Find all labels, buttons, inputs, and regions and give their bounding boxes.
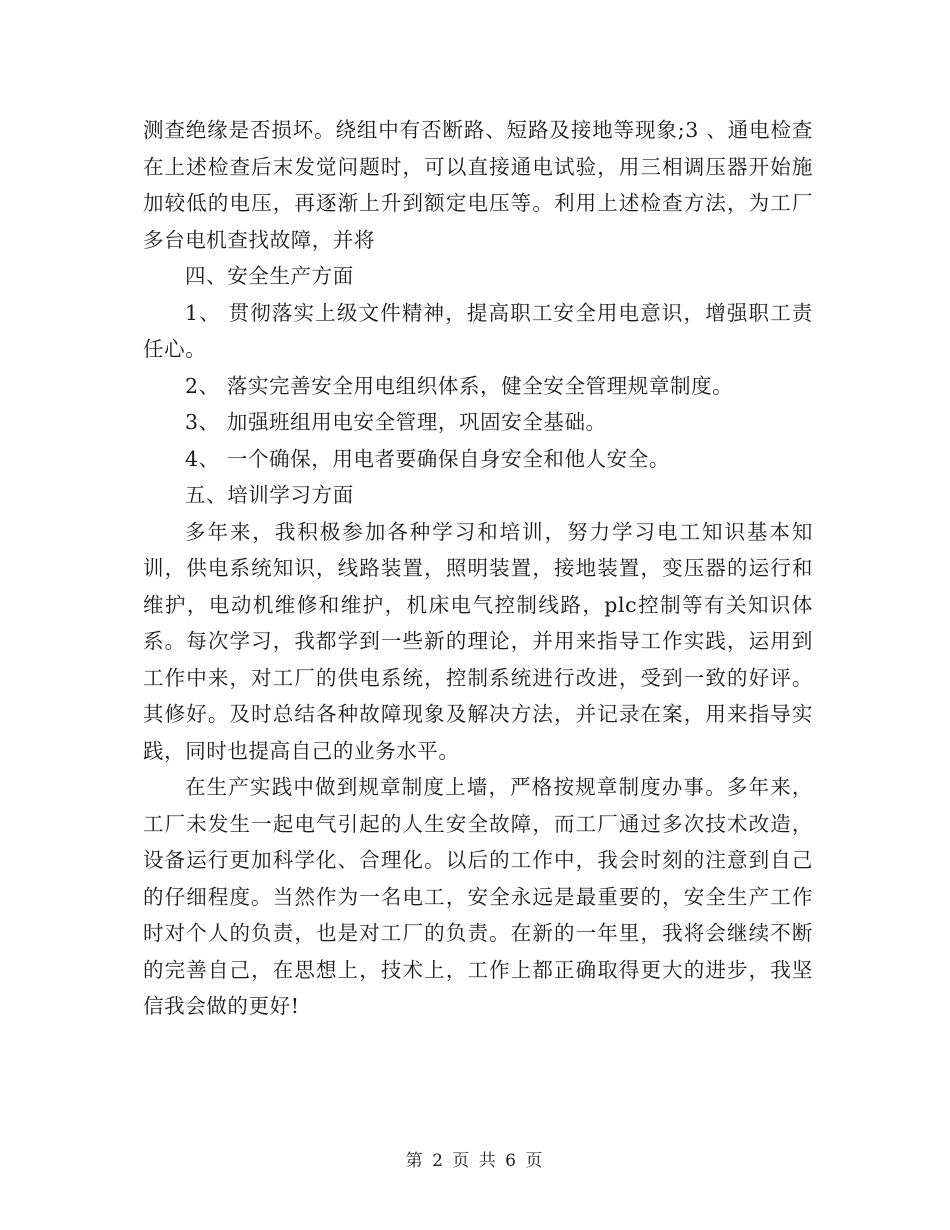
list-item-2: 2、 落实完善安全用电组织体系，健全安全管理规章制度。 — [185, 373, 734, 398]
document-body — [143, 112, 813, 1025]
section-heading-training: 五、培训学习方面 — [185, 483, 354, 507]
paragraph-conclusion: 在生产实践中做到规章制度上墙，严格按规章制度办事。多年来，工厂未发生一起电气引起的人生安全故障，而工厂通过多次技术改造，设备运行更加科学化、合理化。以后的工作中，我会时刻的注意到自己的仔细程度。当然作为一名电工，安全永远是最重要的，安全生产工作时对个人的负责，也是对工厂的负责。在新的一年里，我将会继续不断的完善自己，在思想上，技术上，工作上都正确取得更大的进步，我坚信我会做的更好! — [143, 775, 813, 1018]
section-heading-safety: 四、安全生产方面 — [185, 264, 354, 288]
list-item-3: 3、 加强班组用电安全管理，巩固安全基础。 — [185, 410, 607, 434]
list-item-1: 1、 贯彻落实上级文件精神，提高职工安全用电意识，增强职工责任心。 — [143, 300, 813, 361]
paragraph-1: 测查绝缘是否损坏。绕组中有否断路、短路及接地等现象;3 、通电检查 在上述检查后末发觉问题时，可以直接通电试验，用三相调压器开始施加较低的电压，再逐渐上升到额定电压等。利用上述检查方法，为工厂多台电机查找故障，并将 — [143, 118, 813, 252]
paragraph-training: 多年来，我积极参加各种学习和培训，努力学习电工知识基本知训，供电系统知识，线路装置，照明装置，接地装置，变压器的运行和维护，电动机维修和维护，机床电气控制线路，plc控制等有关知识体系。每次学习，我都学到一些新的理论，并用来指导工作实践，运用到工作中来，对工厂的供电系统，控制系统进行改进，受到一致的好评。其修好。及时总结各种故障现象及解决方法，并记录在案，用来指导实践，同时也提高自己的业务水平。 — [143, 519, 813, 763]
page-number-footer: 第 2 页 共 6 页 — [405, 1151, 545, 1171]
list-item-4: 4、 一个确保，用电者要确保自身安全和他人安全。 — [185, 446, 670, 471]
